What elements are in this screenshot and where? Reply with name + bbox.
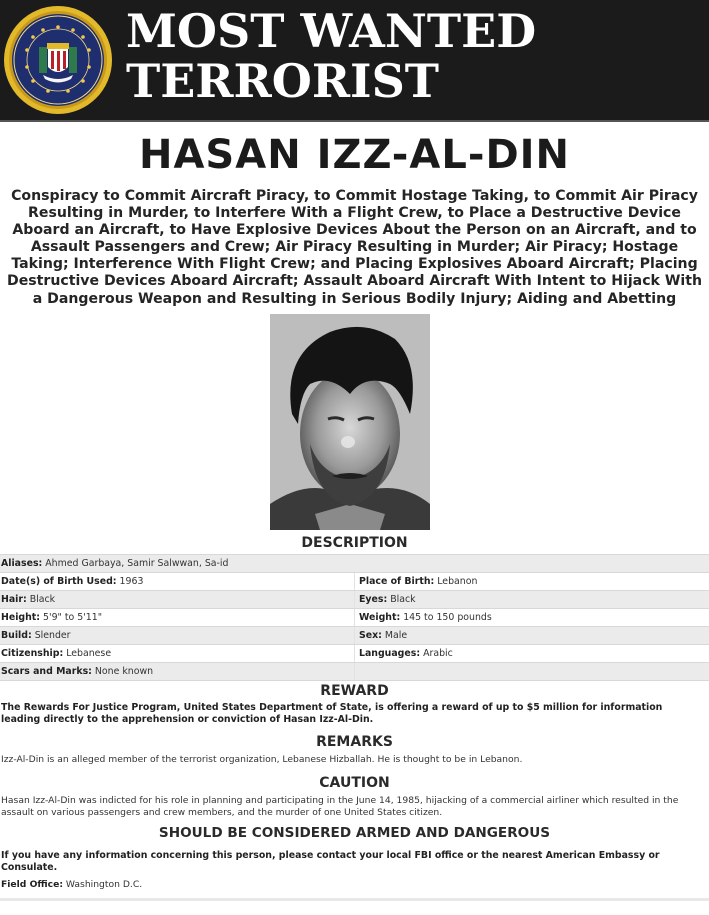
table-row xyxy=(0,609,709,627)
aliases-label: Aliases: xyxy=(1,558,43,569)
eyes-value: Black xyxy=(390,594,416,605)
remarks-heading: REMARKS xyxy=(316,734,393,750)
build-cell xyxy=(0,627,354,644)
table-row xyxy=(0,663,709,681)
contact-text: If you have any information concerning this person, please contact your local FBI office or the nearest American Embassy or Consulate. xyxy=(1,850,660,873)
bottom-divider xyxy=(0,898,709,901)
build-value: Slender xyxy=(34,630,71,641)
dob-label: Date(s) of Birth Used: xyxy=(1,576,117,587)
portrait-image xyxy=(270,314,430,530)
aliases-cell xyxy=(0,555,709,572)
reward-text: The Rewards For Justice Program, United States Department of State, is offering a reward of up to $5 million for information leading directly to the apprehension or conviction of Hasan Izz-Al-Din. xyxy=(1,702,663,725)
charges-text: Conspiracy to Commit Aircraft Piracy, to Commit Hostage Taking, to Commit Air Piracy Resulting in Murder, to Interfere With a Flight Crew, to Place a Destructive Device Aboard an Aircraft, to Have Explosive Devices About the Person on an Aircraft, and to Assault Passengers and Crew; Air Piracy Resulting in Murder; Air Piracy; Hostage Taking; Interference With Flight Crew; and Placing Explosives Aboard Aircraft; Placing Destructive Devices Aboard Aircraft; Assault Aboard Aircraft With Intent to Hijack With a Dangerous Weapon and Resulting in Serious Bodily Injury; Aiding and Abetting xyxy=(7,188,702,307)
table-row xyxy=(0,555,709,573)
citizenship-cell xyxy=(0,645,354,662)
height-label: Height: xyxy=(1,612,41,623)
place-of-birth-value: Lebanon xyxy=(437,576,478,587)
field-office xyxy=(1,879,701,891)
remarks-text: Izz-Al-Din is an alleged member of the terrorist organization, Lebanese Hizballah. He is thought to be in Lebanon. xyxy=(1,754,523,765)
languages-cell xyxy=(354,645,708,662)
build-label: Build: xyxy=(1,630,32,641)
table-row xyxy=(0,591,709,609)
field-office-value: Washington D.C. xyxy=(65,879,143,890)
table-row xyxy=(0,573,709,591)
empty-cell xyxy=(354,663,708,680)
banner-title-line2: TERRORIST xyxy=(126,54,440,108)
hair-label: Hair: xyxy=(1,594,27,605)
caution-text: Hasan Izz-Al-Din was indicted for his role in planning and participating in the June 14, 1985, hijacking of a commercial airliner which resulted in the assault on various passengers and crew members, and the murder of one United States citizen. xyxy=(1,795,679,818)
eyes-label: Eyes: xyxy=(359,594,388,605)
description-table xyxy=(0,554,709,681)
place-of-birth-label: Place of Birth: xyxy=(359,576,435,587)
aliases-value: Ahmed Garbaya, Samir Salwwan, Sa-id xyxy=(45,558,229,569)
weight-label: Weight: xyxy=(359,612,401,623)
table-row xyxy=(0,627,709,645)
weight-cell xyxy=(354,609,708,626)
weight-value: 145 to 150 pounds xyxy=(403,612,492,623)
scars-cell xyxy=(0,663,354,680)
scars-value: None known xyxy=(94,666,154,677)
languages-label: Languages: xyxy=(359,648,421,659)
citizenship-value: Lebanese xyxy=(66,648,112,659)
citizenship-label: Citizenship: xyxy=(1,648,64,659)
hair-value: Black xyxy=(29,594,56,605)
header-banner xyxy=(0,0,709,122)
subject-name: HASAN IZZ-AL-DIN xyxy=(139,132,570,178)
banner-title xyxy=(126,6,536,106)
dob-cell xyxy=(0,573,354,590)
subject-photo xyxy=(270,314,430,530)
description-heading: DESCRIPTION xyxy=(301,535,408,551)
hair-cell xyxy=(0,591,354,608)
sex-label: Sex: xyxy=(359,630,382,641)
banner-title-line1: MOST WANTED xyxy=(126,4,537,58)
sex-cell xyxy=(354,627,708,644)
reward-heading: REWARD xyxy=(320,683,389,699)
height-value: 5'9" to 5'11" xyxy=(43,612,103,623)
dob-value: 1963 xyxy=(119,576,144,587)
sex-value: Male xyxy=(384,630,408,641)
armed-dangerous-heading: SHOULD BE CONSIDERED ARMED AND DANGEROUS xyxy=(158,825,551,841)
place-of-birth-cell xyxy=(354,573,708,590)
height-cell xyxy=(0,609,354,626)
fbi-seal-icon xyxy=(3,5,113,115)
field-office-label: Field Office: xyxy=(1,879,63,890)
caution-heading: CAUTION xyxy=(319,775,390,791)
table-row xyxy=(0,645,709,663)
eyes-cell xyxy=(354,591,708,608)
scars-label: Scars and Marks: xyxy=(1,666,92,677)
languages-value: Arabic xyxy=(423,648,453,659)
